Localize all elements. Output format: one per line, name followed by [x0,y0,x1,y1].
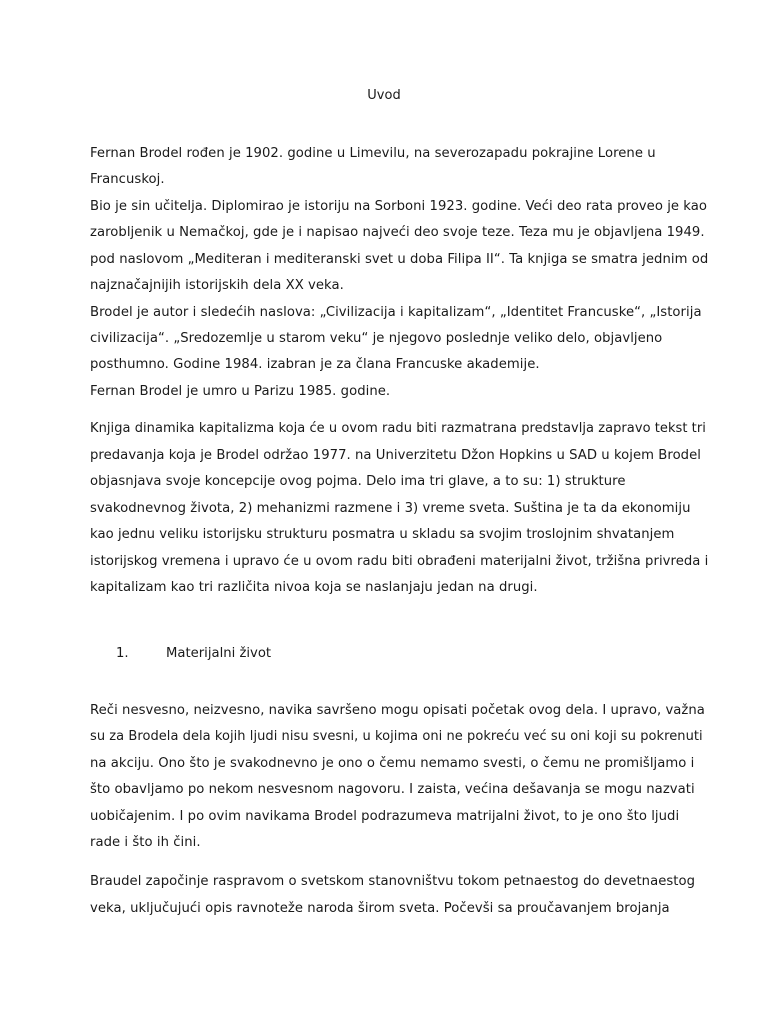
section-number: 1. [116,646,129,661]
text-line: Bio je sin učitelja. Diplomirao je istoriju na Sorboni 1923. godine. Veći deo rata proveo je kao [90,199,708,214]
text-line: svakodnevnog života, 2) mehanizmi razmene i 3) vreme sveta. Suština je ta da ekonomiju [90,501,691,516]
text-line: Francuskoj. [90,172,165,187]
text-line: najznačajnijih istorijskih dela XX veka. [90,278,344,293]
text-line: su za Brodela dela kojih ljudi nisu svesni, u kojima oni ne pokreću već su oni koji su pokrenuti [90,729,703,744]
text-line: Brodel je autor i sledećih naslova: „Civilizacija i kapitalizam“, „Identitet Francuske“, „Istorija [90,305,702,320]
text-line: Fernan Brodel je umro u Parizu 1985. godine. [90,384,391,399]
text-line: Fernan Brodel rođen je 1902. godine u Limevilu, na severozapadu pokrajine Lorene u [90,146,656,161]
section-title: Materijalni život [166,646,272,661]
text-line: objasnjava svoje koncepcije ovog pojma. Delo ima tri glave, a to su: 1) strukture [90,474,626,489]
text-line: što obavljamo po nekom nesvesnom nagovoru. I zaista, većina dešavanja se mogu nazvati [90,782,695,797]
text-line: istorijskog vremena i upravo će u ovom radu biti obrađeni materijalni život, tržišna privreda i [90,554,709,569]
text-line: uobičajenim. I po ovim navikama Brodel podrazumeva matrijalni život, to je ono što ljudi [90,809,680,824]
text-line: Braudel započinje raspravom o svetskom stanovništvu tokom petnaestog do devetnaestog [90,874,696,889]
text-line: posthumno. Godine 1984. izabran je za člana Francuske akademije. [90,357,540,372]
text-line: veka, uključujući opis ravnoteže naroda širom sveta. Počevši sa proučavanjem brojanja [90,901,670,916]
text-line: zarobljenik u Nemačkoj, gde je i napisao najveći deo svoje teze. Teza mu je objavljena 1949. [90,225,705,240]
text-line: kapitalizam kao tri različita nivoa koja se naslanjaju jedan na drugi. [90,580,538,595]
text-line: predavanja koja je Brodel održao 1977. na Univerzitetu Džon Hopkins u SAD u kojem Brodel [90,448,701,463]
text-line: Knjiga dinamika kapitalizma koja će u ovom radu biti razmatrana predstavlja zapravo tekst tri [90,421,706,436]
text-line: pod naslovom „Mediteran i mediteranski svet u doba Filipa II“. Ta knjiga se smatra jednim od [90,252,709,267]
text-line: kao jednu veliku istorijsku strukturu posmatra u skladu sa svojim troslojnim shvatanjem [90,527,675,542]
page-title: Uvod [367,88,401,103]
text-line: Reči nesvesno, neizvesno, navika savršeno mogu opisati početak ovog dela. I upravo, važna [90,703,705,718]
text-line: rade i što ih čini. [90,835,201,850]
text-line: civilizacija“. „Sredozemlje u starom veku“ je njegovo poslednje veliko delo, objavljeno [90,331,663,346]
text-line: na akciju. Ono što je svakodnevno je ono o čemu nemamo svesti, o čemu ne promišljamo i [90,756,695,771]
